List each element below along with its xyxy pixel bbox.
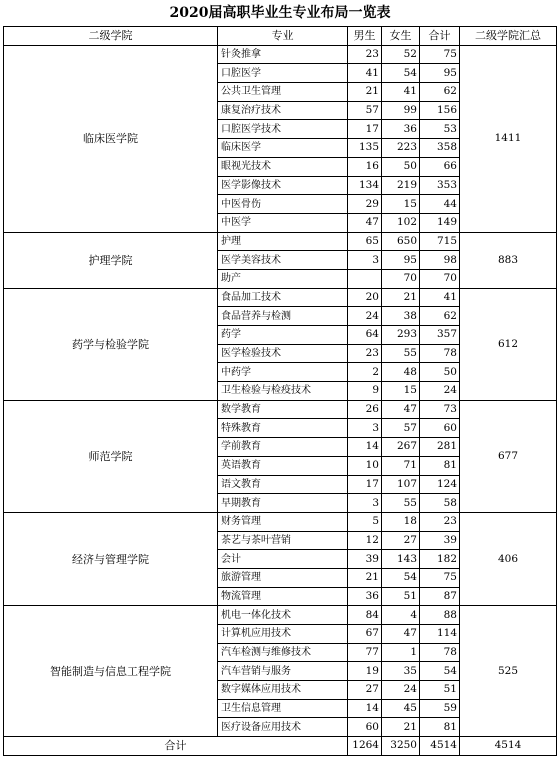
male-count [348, 269, 382, 288]
male-count: 12 [348, 531, 382, 550]
header-male: 男生 [348, 27, 382, 46]
male-count: 60 [348, 718, 382, 737]
major-name: 早期教育 [218, 494, 348, 513]
row-sum: 24 [420, 382, 460, 401]
major-name: 中医学 [218, 213, 348, 232]
row-sum: 281 [420, 438, 460, 457]
college-total: 883 [460, 232, 557, 288]
major-name: 机电一体化技术 [218, 606, 348, 625]
row-sum: 114 [420, 625, 460, 644]
male-count: 26 [348, 400, 382, 419]
major-name: 药学 [218, 326, 348, 345]
male-count: 23 [348, 344, 382, 363]
row-sum: 124 [420, 475, 460, 494]
table-row [4, 45, 557, 64]
row-sum: 75 [420, 568, 460, 587]
major-name: 眼视光技术 [218, 157, 348, 176]
summary-female: 3250 [382, 737, 420, 756]
major-name: 食品营养与检测 [218, 307, 348, 326]
male-count: 64 [348, 326, 382, 345]
major-name: 食品加工技术 [218, 288, 348, 307]
college-total: 612 [460, 288, 557, 400]
male-count: 14 [348, 438, 382, 457]
male-count: 47 [348, 213, 382, 232]
row-sum: 53 [420, 120, 460, 139]
major-name: 公共卫生管理 [218, 83, 348, 102]
summary-sum: 4514 [420, 737, 460, 756]
row-sum: 88 [420, 606, 460, 625]
major-name: 语文教育 [218, 475, 348, 494]
female-count: 47 [382, 400, 420, 419]
summary-label: 合计 [4, 737, 348, 756]
header-college: 二级学院 [4, 27, 218, 46]
summary-male: 1264 [348, 737, 382, 756]
major-name: 汽车营销与服务 [218, 662, 348, 681]
major-name: 会计 [218, 550, 348, 569]
female-count: 55 [382, 494, 420, 513]
row-sum: 70 [420, 269, 460, 288]
male-count: 3 [348, 251, 382, 270]
table-row [4, 606, 557, 625]
male-count: 77 [348, 643, 382, 662]
major-name: 医学影像技术 [218, 176, 348, 195]
male-count: 23 [348, 45, 382, 64]
row-sum: 23 [420, 512, 460, 531]
row-sum: 149 [420, 213, 460, 232]
male-count: 19 [348, 662, 382, 681]
male-count: 21 [348, 568, 382, 587]
female-count: 15 [382, 382, 420, 401]
male-count: 57 [348, 101, 382, 120]
female-count: 99 [382, 101, 420, 120]
male-count: 14 [348, 699, 382, 718]
major-name: 汽车检测与维修技术 [218, 643, 348, 662]
college-total: 1411 [460, 45, 557, 232]
female-count: 293 [382, 326, 420, 345]
college-name: 智能制造与信息工程学院 [4, 606, 218, 737]
female-count: 55 [382, 344, 420, 363]
table-body [4, 45, 557, 755]
college-name: 护理学院 [4, 232, 218, 288]
major-name: 物流管理 [218, 587, 348, 606]
row-sum: 62 [420, 83, 460, 102]
major-name: 医疗设备应用技术 [218, 718, 348, 737]
major-name: 财务管理 [218, 512, 348, 531]
female-count: 51 [382, 587, 420, 606]
male-count: 65 [348, 232, 382, 251]
female-count: 27 [382, 531, 420, 550]
female-count: 45 [382, 699, 420, 718]
female-count: 24 [382, 681, 420, 700]
major-name: 旅游管理 [218, 568, 348, 587]
row-sum: 59 [420, 699, 460, 718]
major-name: 助产 [218, 269, 348, 288]
header-row [4, 27, 557, 46]
major-name: 医学美容技术 [218, 251, 348, 270]
college-total: 406 [460, 512, 557, 605]
table-row [4, 232, 557, 251]
row-sum: 353 [420, 176, 460, 195]
table-row [4, 400, 557, 419]
row-sum: 78 [420, 643, 460, 662]
major-name: 口腔医学 [218, 64, 348, 83]
male-count: 134 [348, 176, 382, 195]
major-name: 康复治疗技术 [218, 101, 348, 120]
female-count: 102 [382, 213, 420, 232]
college-name: 临床医学院 [4, 45, 218, 232]
row-sum: 357 [420, 326, 460, 345]
row-sum: 95 [420, 64, 460, 83]
major-name: 口腔医学技术 [218, 120, 348, 139]
female-count: 95 [382, 251, 420, 270]
row-sum: 58 [420, 494, 460, 513]
row-sum: 75 [420, 45, 460, 64]
major-name: 护理 [218, 232, 348, 251]
major-name: 英语教育 [218, 456, 348, 475]
female-count: 4 [382, 606, 420, 625]
row-sum: 44 [420, 195, 460, 214]
college-total: 677 [460, 400, 557, 512]
male-count: 84 [348, 606, 382, 625]
row-sum: 156 [420, 101, 460, 120]
row-sum: 41 [420, 288, 460, 307]
row-sum: 50 [420, 363, 460, 382]
male-count: 36 [348, 587, 382, 606]
male-count: 67 [348, 625, 382, 644]
female-count: 21 [382, 718, 420, 737]
female-count: 18 [382, 512, 420, 531]
female-count: 70 [382, 269, 420, 288]
header-sum: 合计 [420, 27, 460, 46]
female-count: 41 [382, 83, 420, 102]
summary-total: 4514 [460, 737, 557, 756]
major-name: 中药学 [218, 363, 348, 382]
major-name: 数字媒体应用技术 [218, 681, 348, 700]
female-count: 54 [382, 568, 420, 587]
female-count: 267 [382, 438, 420, 457]
major-name: 数学教育 [218, 400, 348, 419]
male-count: 135 [348, 139, 382, 158]
female-count: 15 [382, 195, 420, 214]
male-count: 20 [348, 288, 382, 307]
major-name: 中医骨伤 [218, 195, 348, 214]
major-name: 针灸推拿 [218, 45, 348, 64]
major-name: 卫生检验与检疫技术 [218, 382, 348, 401]
female-count: 50 [382, 157, 420, 176]
male-count: 29 [348, 195, 382, 214]
major-name: 医学检验技术 [218, 344, 348, 363]
row-sum: 81 [420, 456, 460, 475]
major-name: 卫生信息管理 [218, 699, 348, 718]
row-sum: 60 [420, 419, 460, 438]
male-count: 2 [348, 363, 382, 382]
table-row [4, 512, 557, 531]
male-count: 17 [348, 475, 382, 494]
row-sum: 358 [420, 139, 460, 158]
header-female: 女生 [382, 27, 420, 46]
table-row [4, 288, 557, 307]
row-sum: 98 [420, 251, 460, 270]
female-count: 1 [382, 643, 420, 662]
male-count: 3 [348, 419, 382, 438]
page-title: 2020届高职毕业生专业布局一览表 [169, 5, 391, 21]
female-count: 71 [382, 456, 420, 475]
row-sum: 81 [420, 718, 460, 737]
male-count: 9 [348, 382, 382, 401]
female-count: 21 [382, 288, 420, 307]
female-count: 57 [382, 419, 420, 438]
major-name: 临床医学 [218, 139, 348, 158]
female-count: 143 [382, 550, 420, 569]
major-name: 特殊教育 [218, 419, 348, 438]
college-name: 经济与管理学院 [4, 512, 218, 605]
row-sum: 39 [420, 531, 460, 550]
female-count: 47 [382, 625, 420, 644]
male-count: 3 [348, 494, 382, 513]
summary-row [4, 737, 557, 756]
row-sum: 54 [420, 662, 460, 681]
row-sum: 62 [420, 307, 460, 326]
male-count: 17 [348, 120, 382, 139]
male-count: 5 [348, 512, 382, 531]
female-count: 52 [382, 45, 420, 64]
row-sum: 87 [420, 587, 460, 606]
header-college-total: 二级学院汇总 [460, 27, 557, 46]
male-count: 21 [348, 83, 382, 102]
male-count: 41 [348, 64, 382, 83]
female-count: 54 [382, 64, 420, 83]
female-count: 38 [382, 307, 420, 326]
female-count: 36 [382, 120, 420, 139]
female-count: 35 [382, 662, 420, 681]
female-count: 223 [382, 139, 420, 158]
row-sum: 73 [420, 400, 460, 419]
row-sum: 66 [420, 157, 460, 176]
male-count: 39 [348, 550, 382, 569]
row-sum: 182 [420, 550, 460, 569]
college-name: 师范学院 [4, 400, 218, 512]
row-sum: 51 [420, 681, 460, 700]
row-sum: 715 [420, 232, 460, 251]
header-major: 专业 [218, 27, 348, 46]
college-total: 525 [460, 606, 557, 737]
male-count: 27 [348, 681, 382, 700]
college-name: 药学与检验学院 [4, 288, 218, 400]
male-count: 10 [348, 456, 382, 475]
major-name: 计算机应用技术 [218, 625, 348, 644]
male-count: 16 [348, 157, 382, 176]
row-sum: 78 [420, 344, 460, 363]
female-count: 219 [382, 176, 420, 195]
major-name: 茶艺与茶叶营销 [218, 531, 348, 550]
female-count: 107 [382, 475, 420, 494]
female-count: 650 [382, 232, 420, 251]
major-distribution-table [3, 26, 557, 756]
male-count: 24 [348, 307, 382, 326]
female-count: 48 [382, 363, 420, 382]
major-name: 学前教育 [218, 438, 348, 457]
